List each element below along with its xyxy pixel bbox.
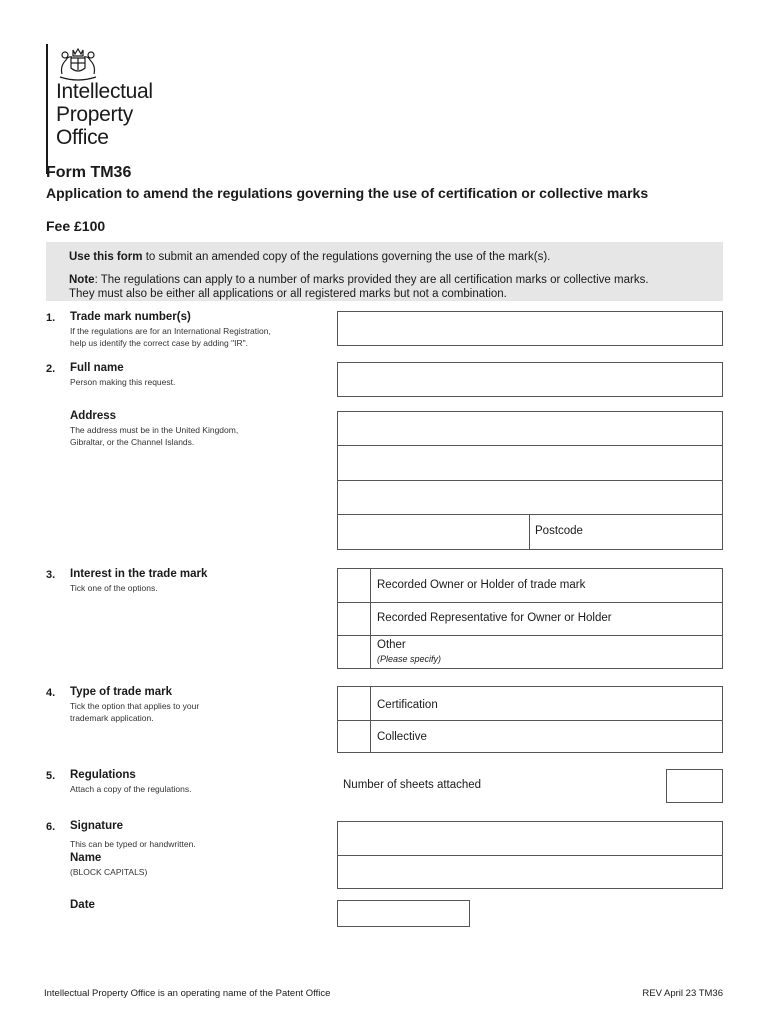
address-help-1: The address must be in the United Kingdom, bbox=[70, 425, 239, 435]
date-field[interactable] bbox=[337, 900, 470, 927]
logo-wordmark bbox=[56, 80, 153, 149]
logo-divider bbox=[46, 44, 48, 174]
q5-title: Regulations bbox=[70, 769, 136, 781]
q5-number: 5. bbox=[46, 770, 56, 782]
date-title: Date bbox=[70, 899, 95, 911]
q2-help: Person making this request. bbox=[70, 377, 176, 387]
q1-help-2: help us identify the correct case by adding "IR". bbox=[70, 338, 249, 348]
interest-representative-checkbox[interactable] bbox=[338, 603, 370, 635]
address-line-2-field[interactable] bbox=[338, 446, 722, 479]
trade-mark-number-field[interactable] bbox=[337, 311, 723, 346]
type-collective-checkbox[interactable] bbox=[338, 721, 370, 752]
q4-title: Type of trade mark bbox=[70, 686, 173, 698]
interest-row-divider-1 bbox=[337, 602, 723, 603]
q1-title: Trade mark number(s) bbox=[70, 311, 191, 323]
interest-tick-column-divider bbox=[370, 568, 371, 669]
q4-help-1: Tick the option that applies to your bbox=[70, 701, 200, 711]
footer-right: REV April 23 TM36 bbox=[642, 988, 723, 999]
logo-line-1: Intellectual bbox=[56, 80, 153, 103]
form-number: Form TM36 bbox=[46, 164, 132, 181]
address-line-3-field[interactable] bbox=[338, 481, 722, 514]
interest-other-note: (Please specify) bbox=[377, 654, 442, 664]
form-title: Application to amend the regulations governing the use of certification or collective marks bbox=[46, 185, 649, 201]
type-option-certification: Certification bbox=[377, 699, 438, 711]
type-row-divider bbox=[337, 720, 723, 721]
intro-note-line-2: They must also be either all applications or all registered marks but not a combination. bbox=[69, 288, 507, 300]
q3-title: Interest in the trade mark bbox=[70, 568, 208, 580]
intro-use-text: to submit an amended copy of the regulations governing the use of the mark(s). bbox=[142, 251, 551, 263]
q2-number: 2. bbox=[46, 363, 56, 375]
q3-number: 3. bbox=[46, 569, 56, 581]
intro-use-line bbox=[69, 250, 550, 264]
interest-other-checkbox[interactable] bbox=[338, 636, 370, 668]
interest-option-representative: Recorded Representative for Owner or Holder bbox=[377, 612, 612, 624]
q6-help: This can be typed or handwritten. bbox=[70, 839, 196, 849]
fee-label: Fee £100 bbox=[46, 218, 106, 234]
address-line-1-field[interactable] bbox=[338, 412, 722, 445]
interest-row-divider-2 bbox=[337, 635, 723, 636]
full-name-field[interactable] bbox=[337, 362, 723, 397]
type-certification-checkbox[interactable] bbox=[338, 687, 370, 720]
name-title: Name bbox=[70, 852, 102, 864]
footer-left: Intellectual Property Office is an operating name of the Patent Office bbox=[44, 988, 331, 999]
q5-help: Attach a copy of the regulations. bbox=[70, 784, 192, 794]
q6-number: 6. bbox=[46, 821, 56, 833]
intro-panel bbox=[46, 242, 723, 301]
interest-option-owner: Recorded Owner or Holder of trade mark bbox=[377, 579, 586, 591]
type-option-collective: Collective bbox=[377, 731, 427, 743]
sheets-attached-label: Number of sheets attached bbox=[343, 779, 482, 791]
sheets-attached-field[interactable] bbox=[666, 769, 723, 803]
address-title: Address bbox=[70, 410, 117, 422]
name-help: (BLOCK CAPITALS) bbox=[70, 867, 148, 877]
logo-line-2: Property bbox=[56, 103, 133, 126]
q4-number: 4. bbox=[46, 687, 56, 699]
intro-note-bold: Note bbox=[69, 274, 95, 286]
q4-help-2: trademark application. bbox=[70, 713, 154, 723]
intro-use-bold: Use this form bbox=[69, 251, 143, 263]
address-help-2: Gibraltar, or the Channel Islands. bbox=[70, 437, 195, 447]
q2-title: Full name bbox=[70, 362, 124, 374]
q3-help: Tick one of the options. bbox=[70, 583, 158, 593]
q1-number: 1. bbox=[46, 312, 56, 324]
signature-field[interactable] bbox=[338, 822, 722, 854]
q6-title: Signature bbox=[70, 820, 124, 832]
logo-line-3: Office bbox=[56, 126, 109, 149]
address-line-4-field[interactable] bbox=[338, 515, 529, 549]
intro-note-line bbox=[69, 273, 649, 287]
intro-note-text: : The regulations can apply to a number of marks provided they are all certification marks or collective marks. bbox=[94, 274, 649, 286]
interest-owner-checkbox[interactable] bbox=[338, 569, 370, 602]
interest-option-other: Other bbox=[377, 639, 406, 651]
postcode-label: Postcode bbox=[535, 525, 583, 537]
name-field[interactable] bbox=[338, 856, 722, 888]
q1-help-1: If the regulations are for an International Registration, bbox=[70, 326, 271, 336]
royal-coat-of-arms-icon bbox=[56, 44, 100, 82]
postcode-divider bbox=[529, 514, 530, 550]
